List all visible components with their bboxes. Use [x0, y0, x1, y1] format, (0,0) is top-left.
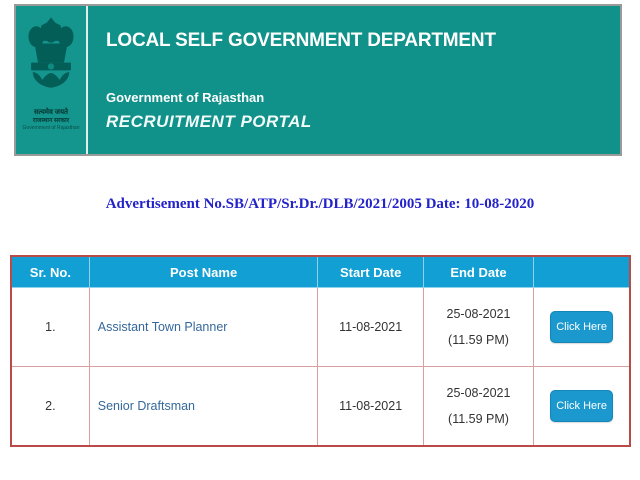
column-header-start-date: Start Date — [318, 256, 423, 288]
column-header-end-date: End Date — [423, 256, 533, 288]
department-header-banner — [14, 4, 622, 156]
ashoka-emblem-icon — [25, 14, 77, 106]
start-date-cell: 11-08-2021 — [318, 367, 423, 447]
sr-no-cell: 1. — [11, 288, 89, 367]
state-emblem-panel — [16, 6, 88, 154]
posts-table — [10, 255, 631, 447]
end-date-cell — [423, 288, 533, 367]
emblem-motto: सत्यमेव जयते — [33, 109, 69, 116]
table-header-row — [11, 256, 630, 288]
department-title: LOCAL SELF GOVERNMENT DEPARTMENT — [106, 30, 496, 51]
emblem-caption: Government of Rajasthan — [22, 125, 80, 131]
post-name-cell — [89, 288, 318, 367]
sr-no-cell: 2. — [11, 367, 89, 447]
portal-title: RECRUITMENT PORTAL — [106, 112, 312, 131]
action-cell — [534, 367, 630, 447]
advertisement-line: Advertisement No.SB/ATP/Sr.Dr./DLB/2021/2005 Date: 10-08-2020 — [105, 196, 535, 212]
post-link-senior-draftsman[interactable]: Senior Draftsman — [97, 399, 196, 413]
click-here-button-row-1[interactable]: Click Here — [550, 311, 613, 343]
emblem-subtitle: राजस्थान सरकार — [32, 118, 70, 124]
column-header-action — [534, 256, 630, 288]
end-time-value: (11.59 PM) — [448, 333, 509, 347]
table-row — [11, 288, 630, 367]
end-date-value: 25-08-2021 — [446, 386, 511, 400]
header-text-block — [88, 6, 620, 154]
post-link-assistant-town-planner[interactable]: Assistant Town Planner — [97, 320, 228, 334]
click-here-button-row-2[interactable]: Click Here — [550, 390, 613, 422]
end-date-cell — [423, 367, 533, 447]
post-name-cell — [89, 367, 318, 447]
table-row — [11, 367, 630, 447]
column-header-sr-no: Sr. No. — [11, 256, 89, 288]
government-subtitle: Government of Rajasthan — [106, 90, 265, 105]
column-header-post-name: Post Name — [89, 256, 318, 288]
start-date-cell: 11-08-2021 — [318, 288, 423, 367]
action-cell — [534, 288, 630, 367]
end-date-value: 25-08-2021 — [446, 307, 511, 321]
end-time-value: (11.59 PM) — [448, 412, 509, 426]
